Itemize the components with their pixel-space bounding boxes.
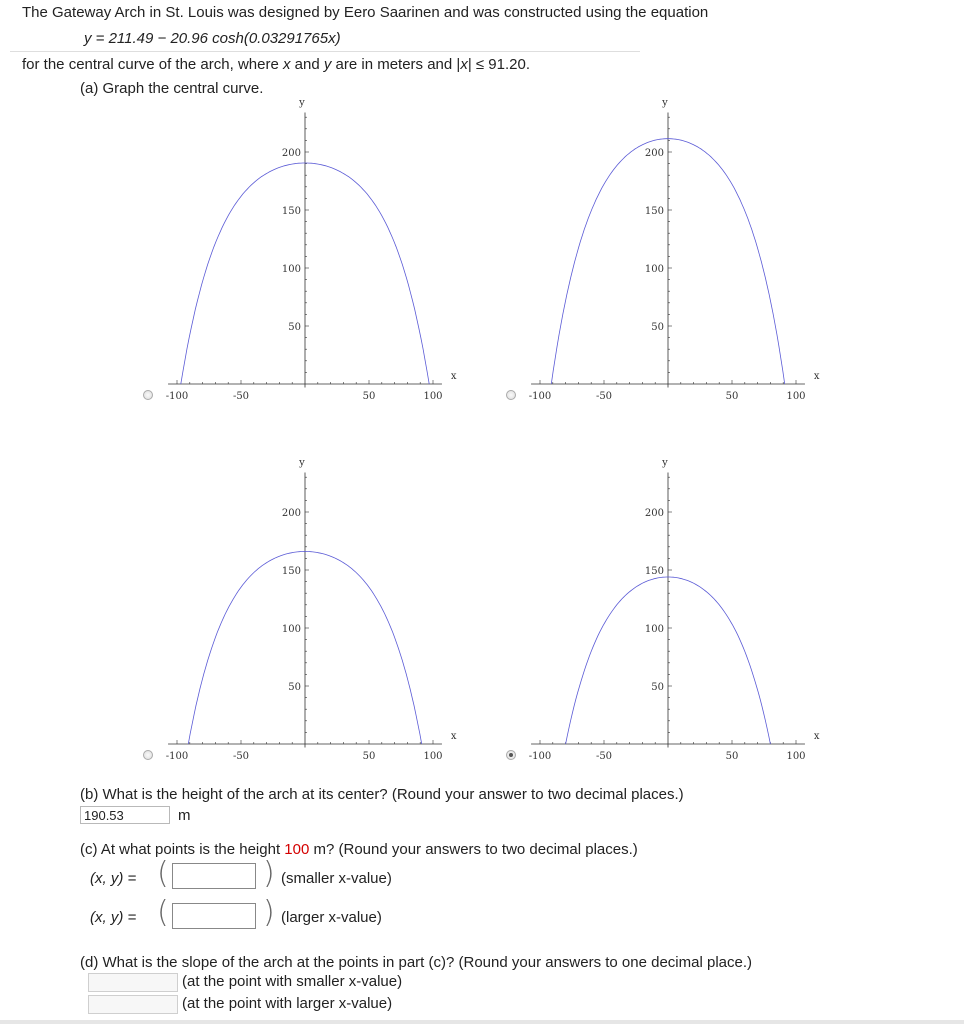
y-axis-name: y	[662, 97, 668, 109]
graph-option-4[interactable]	[503, 458, 833, 798]
y-axis-name: y	[299, 457, 305, 469]
arch-chart	[140, 458, 470, 798]
larger-x-label: (larger x-value)	[281, 909, 382, 926]
open-paren-2: (	[157, 895, 169, 930]
slope-larger-label: (at the point with larger x-value)	[182, 995, 393, 1012]
y-tick-label: 100	[281, 264, 301, 275]
x-tick-label: -100	[165, 391, 189, 402]
slope-larger-x-input[interactable]	[88, 995, 178, 1014]
part-b-unit: m	[178, 807, 191, 824]
part-b-question: (b) What is the height of the arch at its center? (Round your answer to two decimal places.)	[80, 786, 684, 803]
y-tick-label: 200	[644, 148, 664, 159]
x-tick-label: -50	[232, 751, 250, 762]
open-paren-1: (	[157, 856, 169, 891]
graph-option-radio[interactable]	[143, 390, 153, 400]
bottom-edge	[0, 1020, 964, 1024]
x-axis-name: x	[813, 731, 820, 742]
y-tick-label: 150	[281, 206, 301, 217]
y-tick-label: 150	[644, 566, 664, 577]
x-tick-label: 50	[725, 751, 739, 762]
arch-chart	[140, 98, 470, 438]
close-paren-2: )	[263, 895, 275, 930]
part-a-label: (a) Graph the central curve.	[80, 80, 264, 97]
graph-option-2[interactable]	[503, 98, 833, 438]
arch-chart	[503, 98, 833, 438]
problem-condition: for the central curve of the arch, where x and y are in meters and |x| ≤ 91.20.	[22, 56, 530, 73]
problem-intro: The Gateway Arch in St. Louis was designed by Eero Saarinen and was constructed using the equation	[22, 4, 709, 21]
point-smaller-x-input[interactable]	[172, 863, 256, 889]
graph-option-1[interactable]	[140, 98, 470, 438]
x-tick-label: 50	[362, 391, 376, 402]
y-tick-label: 50	[651, 682, 664, 693]
x-tick-label: -50	[595, 391, 613, 402]
graph-option-radio[interactable]	[506, 390, 516, 400]
x-axis-name: x	[450, 371, 457, 382]
y-tick-label: 200	[281, 148, 301, 159]
part-c-question: (c) At what points is the height 100 m? (Round your answers to two decimal places.)	[80, 841, 638, 858]
y-tick-label: 100	[644, 624, 664, 635]
x-tick-label: 50	[725, 391, 739, 402]
y-tick-label: 100	[281, 624, 301, 635]
part-d-question: (d) What is the slope of the arch at the points in part (c)? (Round your answers to one decimal place.)	[80, 954, 752, 971]
close-paren-1: )	[263, 856, 275, 891]
y-tick-label: 150	[281, 566, 301, 577]
x-tick-label: 100	[786, 751, 806, 762]
point-larger-x-input[interactable]	[172, 903, 256, 929]
y-axis-name: y	[662, 457, 668, 469]
y-tick-label: 100	[644, 264, 664, 275]
y-tick-label: 150	[644, 206, 664, 217]
y-axis-name: y	[299, 97, 305, 109]
graph-option-radio[interactable]	[506, 750, 516, 760]
x-tick-label: 100	[423, 751, 443, 762]
x-tick-label: 50	[362, 751, 376, 762]
xy-label-1: (x, y) =	[90, 870, 137, 887]
x-tick-label: 100	[786, 391, 806, 402]
slope-smaller-label: (at the point with smaller x-value)	[182, 973, 403, 990]
y-tick-label: 50	[651, 322, 664, 333]
x-axis-name: x	[450, 731, 457, 742]
y-tick-label: 50	[288, 322, 301, 333]
part-b-answer-field[interactable]: 190.53	[80, 806, 170, 824]
x-tick-label: -50	[595, 751, 613, 762]
x-tick-label: -100	[528, 751, 552, 762]
xy-label-2: (x, y) =	[90, 909, 137, 926]
x-tick-label: -100	[528, 391, 552, 402]
divider	[10, 51, 640, 52]
y-tick-label: 200	[644, 508, 664, 519]
y-tick-label: 200	[281, 508, 301, 519]
slope-smaller-x-input[interactable]	[88, 973, 178, 992]
arch-equation: y = 211.49 − 20.96 cosh(0.03291765x)	[84, 30, 341, 47]
x-tick-label: -100	[165, 751, 189, 762]
graph-option-radio[interactable]	[143, 750, 153, 760]
x-tick-label: -50	[232, 391, 250, 402]
y-tick-label: 50	[288, 682, 301, 693]
graph-option-3[interactable]	[140, 458, 470, 798]
smaller-x-label: (smaller x-value)	[281, 870, 392, 887]
x-tick-label: 100	[423, 391, 443, 402]
arch-chart	[503, 458, 833, 798]
x-axis-name: x	[813, 371, 820, 382]
